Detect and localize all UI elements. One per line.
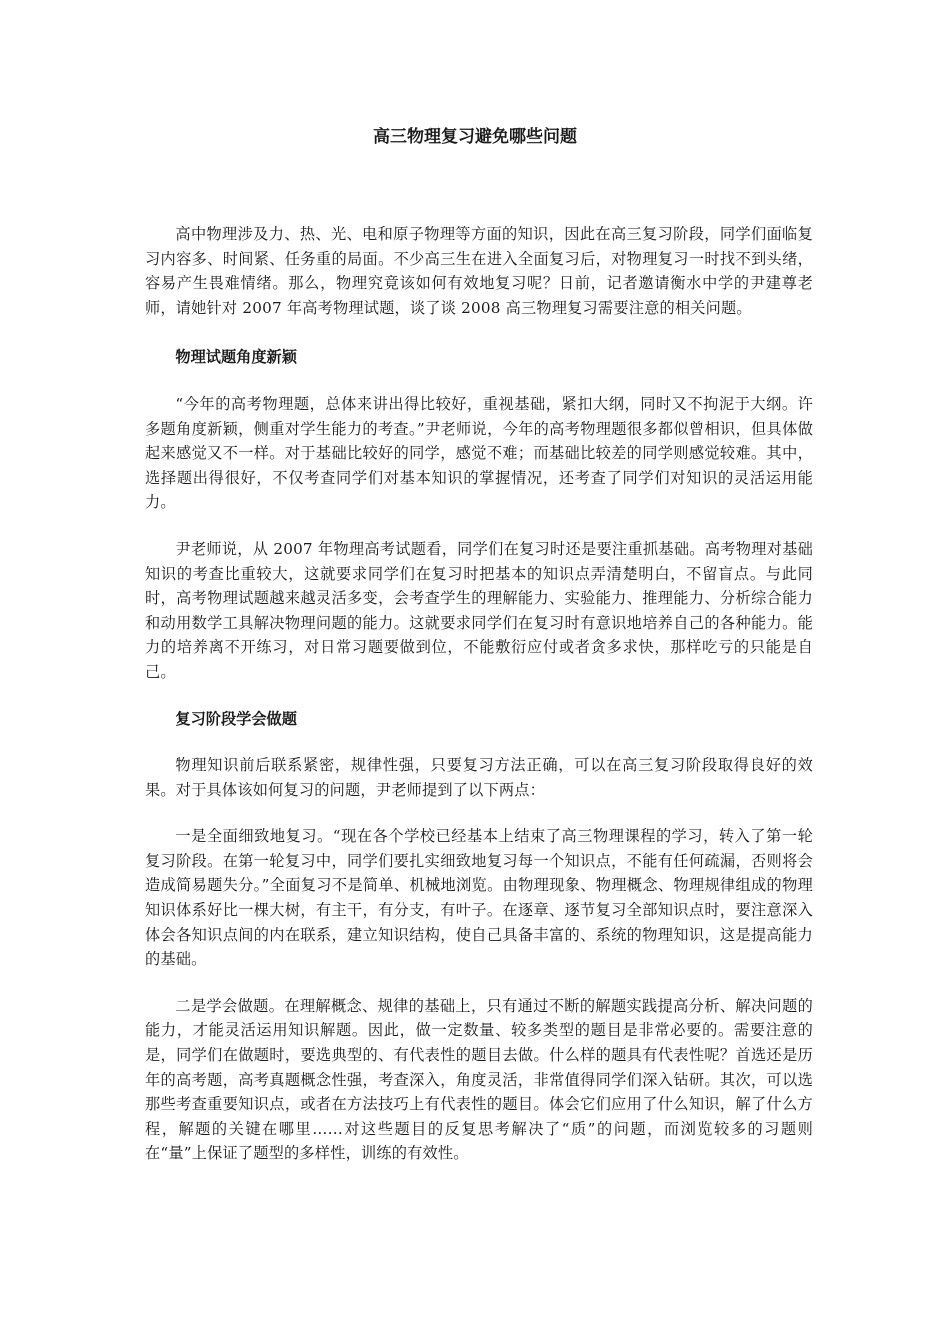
- basics-paragraph: 尹老师说，从 2007 年物理高考试题看，同学们在复习时还是要注重抓基础。高考物理对基础知识的考查比重较大，这就要求同学们在复习时把基本的知识点弄清楚明白，不留盲点。与此同时，高考物理试题越来越灵活多变，会考查学生的理解能力、实验能力、推理能力、分析综合能力和动用数学工具解决物理问题的能力。这就要求同学们在复习时有意识地培养自己的各种能力。能力的培养离不开练习，对日常习题要做到位，不能敷衍应付或者贪多求快，那样吃亏的只能是自己。: [145, 539, 813, 681]
- document-body: [145, 222, 813, 1166]
- section-heading-learn-problems: 复习阶段学会做题: [175, 709, 297, 728]
- document-title: 高三物理复习避免哪些问题: [373, 127, 577, 147]
- point-one-paragraph: 一是全面细致地复习。“现在各个学校已经基本上结束了高三物理课程的学习，转入了第一轮复习阶段。在第一轮复习中，同学们要扎实细致地复习每一个知识点，不能有任何疏漏，否则将会造成简易题失分。”全面复习不是简单、机械地浏览。由物理现象、物理概念、物理规律组成的物理知识体系好比一棵大树，有主干，有分支，有叶子。在逐章、逐节复习全部知识点时，要注意深入体会各知识点间的内在联系，建立知识结构，使自己具备丰富的、系统的物理知识，这是提高能力的基础。: [145, 827, 813, 969]
- quote-paragraph: “今年的高考物理题，总体来讲出得比较好，重视基础，紧扣大纲，同时又不拘泥于大纲。许多题角度新颖，侧重对学生能力的考查。”尹老师说，今年的高考物理题很多都似曾相识，但具体做起来感觉又不一样。对于基础比较好的同学，感觉不难；而基础比较差的同学则感觉较难。其中，选择题出得很好，不仅考查同学们对基本知识的掌握情况，还考查了同学们对知识的灵活运用能力。: [145, 394, 813, 512]
- section-heading-new-angles: 物理试题角度新颖: [175, 348, 297, 367]
- point-two-paragraph: 二是学会做题。在理解概念、规律的基础上，只有通过不断的解题实践提高分析、解决问题的能力，才能灵活运用知识解题。因此，做一定数量、较多类型的题目是非常必要的。需要注意的是，同学们在做题时，要选典型的、有代表性的题目去做。什么样的题具有代表性呢？首选还是历年的高考题，高考真题概念性强，考查深入，角度灵活，非常值得同学们深入钻研。其次，可以选那些考查重要知识点，或者在方法技巧上有代表性的题目。体会它们应用了什么知识，解了什么方程，解题的关键在哪里……对这些题目的反复思考解决了“质”的问题，而浏览较多的习题则在“量”上保证了题型的多样性，训练的有效性。: [145, 996, 813, 1163]
- method-paragraph: 物理知识前后联系紧密，规律性强，只要复习方法正确，可以在高三复习阶段取得良好的效果。对于具体该如何复习的问题，尹老师提到了以下两点：: [145, 756, 813, 799]
- intro-paragraph: 高中物理涉及力、热、光、电和原子物理等方面的知识，因此在高三复习阶段，同学们面临复习内容多、时间紧、任务重的局面。不少高三生在进入全面复习后，对物理复习一时找不到头绪，容易产生畏难情绪。那么，物理究竟该如何有效地复习呢？日前，记者邀请衡水中学的尹建尊老师，请她针对 2007 年高考物理试题，谈了谈 2008 高三物理复习需要注意的相关问题。: [145, 225, 813, 317]
